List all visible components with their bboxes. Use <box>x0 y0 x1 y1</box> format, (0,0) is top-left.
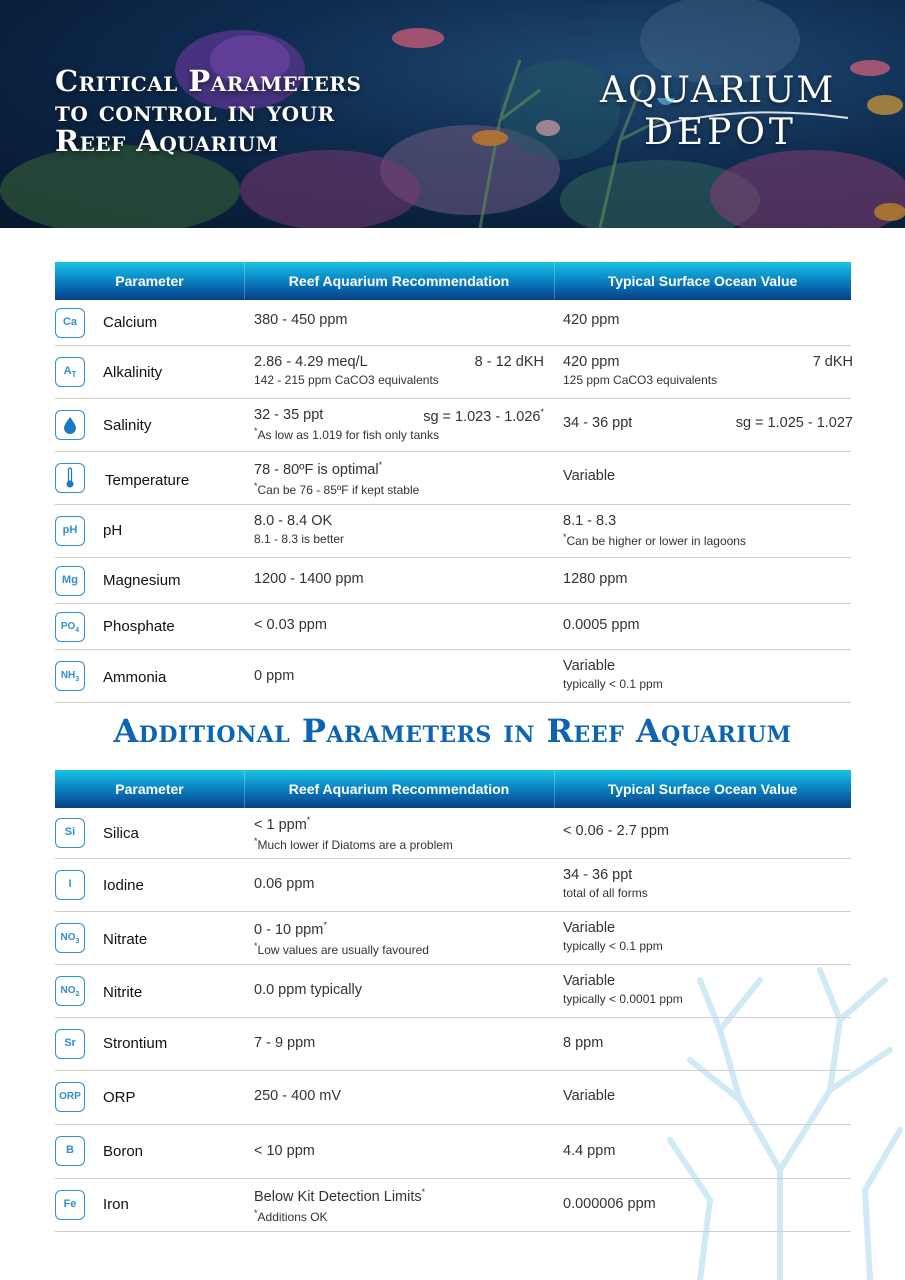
recommendation-value: Below Kit Detection Limits <box>254 1188 422 1205</box>
table-row <box>55 650 851 703</box>
recommendation-sg: sg = 1.023 - 1.026* <box>423 407 544 425</box>
recommendation-note: *As low as 1.019 for fish only tanks <box>254 426 439 442</box>
ocean-value: 8.1 - 8.3 <box>563 513 617 529</box>
ocean-note: total of all forms <box>563 886 648 900</box>
ocean-value: Variable <box>563 1088 616 1104</box>
iodine-icon: I <box>55 870 85 900</box>
recommendation-note-text: Low values are usually favoured <box>257 942 429 957</box>
ocean-value: 8 ppm <box>563 1035 604 1051</box>
recommendation-value: 0 - 10 ppm <box>254 921 324 938</box>
additional-parameters-table <box>55 770 851 1232</box>
header-ocean: Typical Surface Ocean Value <box>607 273 798 289</box>
ocean-note: typically < 0.1 ppm <box>563 939 663 953</box>
parameter-name: Ammonia <box>103 669 167 686</box>
table-row <box>55 1179 851 1232</box>
orp-icon: ORP <box>55 1082 85 1112</box>
recommendation-value: 32 - 35 ppt <box>254 407 324 423</box>
parameter-name: Temperature <box>105 472 190 489</box>
parameter-name: Iodine <box>103 877 144 894</box>
recommendation-value: < 1 ppm <box>254 816 307 833</box>
recommendation-value: 250 - 400 mV <box>254 1088 342 1104</box>
parameter-name: Calcium <box>103 314 158 331</box>
recommendation-value: 2.86 - 4.29 meq/L <box>254 354 368 370</box>
header-ocean: Typical Surface Ocean Value <box>607 781 798 797</box>
ocean-cell <box>563 513 853 548</box>
recommendation-value: 380 - 450 ppm <box>254 312 348 328</box>
nitrate-icon: $NO_3$ <box>55 923 85 953</box>
table-row <box>55 1018 851 1071</box>
thermometer-icon <box>55 463 85 493</box>
ocean-value: 0.0005 ppm <box>563 617 640 633</box>
recommendation-note: *Additions OK <box>254 1207 328 1224</box>
brand-logo-line-2: DEPOT <box>644 112 797 153</box>
ocean-value: Variable <box>563 920 616 936</box>
brand-logo <box>600 70 855 160</box>
calcium-icon: Ca <box>55 308 85 338</box>
ocean-note: 125 ppm CaCO3 equivalents <box>563 373 718 387</box>
recommendation-note-text: Much lower if Diatoms are a problem <box>257 837 453 852</box>
strontium-icon: Sr <box>55 1029 85 1059</box>
critical-parameters-table <box>55 262 851 703</box>
recommendation-note: 142 - 215 ppm CaCO3 equivalents <box>254 373 439 387</box>
recommendation-value: < 10 ppm <box>254 1143 315 1159</box>
magnesium-icon: Mg <box>55 566 85 596</box>
table-row <box>55 505 851 558</box>
parameter-name: Alkalinity <box>103 364 163 381</box>
nitrite-icon: $NO_2$ <box>55 976 85 1006</box>
ocean-note: typically < 0.1 ppm <box>563 677 663 691</box>
header-parameter: Parameter <box>55 770 245 808</box>
ocean-value: 420 ppm <box>563 312 620 328</box>
table-row <box>55 1125 851 1179</box>
recommendation-value: 1200 - 1400 ppm <box>254 571 364 587</box>
banner-title-line-1: Critical Parameters <box>55 64 362 98</box>
banner-title-line-2: to control in your <box>55 94 335 128</box>
recommendation-cell: Below Kit Detection Limits* *Additions OK <box>254 1187 544 1224</box>
parameter-name: Magnesium <box>103 572 181 589</box>
table-row <box>55 1071 851 1125</box>
ocean-cell <box>563 658 853 691</box>
ocean-value: Variable <box>563 973 616 989</box>
ocean-value: 34 - 36 ppt <box>563 415 633 431</box>
recommendation-cell: < 1 ppm* *Much lower if Diatoms are a problem <box>254 815 544 852</box>
recommendation-note-text: Additions OK <box>257 1209 328 1224</box>
header-banner <box>0 0 905 228</box>
ocean-dkh: 7 dKH <box>812 354 853 370</box>
ocean-note: *Can be higher or lower in lagoons <box>563 532 746 548</box>
table-row <box>55 965 851 1018</box>
recommendation-cell <box>254 354 544 387</box>
recommendation-note: *Much lower if Diatoms are a problem <box>254 835 453 852</box>
parameter-name: Silica <box>103 825 139 842</box>
recommendation-value: < 0.03 ppm <box>254 617 327 633</box>
parameter-name: Salinity <box>103 417 152 434</box>
ammonia-icon: $NH_3$ <box>55 661 85 691</box>
parameter-name: ORP <box>103 1089 136 1106</box>
header-recommendation: Reef Aquarium Recommendation <box>244 262 555 300</box>
parameter-name: Boron <box>103 1143 144 1160</box>
phosphate-icon: $PO_4$ <box>55 612 85 642</box>
ph-icon: pH <box>55 516 85 546</box>
water-drop-icon <box>55 410 85 440</box>
ocean-value: 34 - 36 ppt <box>563 867 633 883</box>
iron-icon: Fe <box>55 1190 85 1220</box>
table-header <box>55 262 851 300</box>
parameter-name: Nitrate <box>103 931 148 948</box>
alkalinity-icon: $A_T$ <box>55 357 85 387</box>
parameter-name: Nitrite <box>103 984 143 1001</box>
ocean-cell <box>563 354 853 387</box>
recommendation-note-text: As low as 1.019 for fish only tanks <box>257 428 439 442</box>
table-row <box>55 808 851 859</box>
recommendation-cell <box>254 407 544 442</box>
recommendation-value: 0 ppm <box>254 668 295 684</box>
parameter-name: pH <box>103 522 123 539</box>
table-row <box>55 558 851 604</box>
ocean-value: 4.4 ppm <box>563 1143 616 1159</box>
ocean-cell <box>563 867 853 900</box>
recommendation-cell: 78 - 80ºF is optimal* *Can be 76 - 85ºF if kept stable <box>254 460 544 497</box>
ocean-value: Variable <box>563 468 616 484</box>
recommendation-sg-text: sg = 1.023 - 1.026 <box>423 408 541 425</box>
parameter-name: Phosphate <box>103 618 175 635</box>
ocean-cell <box>563 973 853 1006</box>
ocean-sg: sg = 1.025 - 1.027 <box>735 415 853 431</box>
header-parameter: Parameter <box>55 262 245 300</box>
table-row <box>55 604 851 650</box>
recommendation-value: 8.0 - 8.4 OK <box>254 513 333 529</box>
brand-logo-line-1: AQUARIUM <box>600 70 836 111</box>
ocean-note-text: Can be higher or lower in lagoons <box>566 534 746 548</box>
recommendation-value: 7 - 9 ppm <box>254 1035 316 1051</box>
recommendation-cell <box>254 513 544 546</box>
table-header <box>55 770 851 808</box>
recommendation-value: 0.06 ppm <box>254 876 315 892</box>
ocean-value: 1280 ppm <box>563 571 628 587</box>
section-title: Additional Parameters in Reef Aquarium <box>113 712 792 750</box>
header-recommendation: Reef Aquarium Recommendation <box>244 770 555 808</box>
table-row <box>55 452 851 505</box>
table-row <box>55 300 851 346</box>
ocean-value: 0.000006 ppm <box>563 1196 656 1212</box>
boron-icon: B <box>55 1136 85 1166</box>
recommendation-note: *Low values are usually favoured <box>254 940 429 957</box>
table-row <box>55 912 851 965</box>
table-row <box>55 859 851 912</box>
ocean-value: Variable <box>563 658 616 674</box>
parameter-name: Strontium <box>103 1035 168 1052</box>
table-row <box>55 399 851 452</box>
recommendation-value: 0.0 ppm typically <box>254 982 362 998</box>
recommendation-dkh: 8 - 12 dKH <box>474 354 544 370</box>
table-row <box>55 346 851 399</box>
banner-title-line-3: Reef Aquarium <box>55 124 279 158</box>
ocean-value: < 0.06 - 2.7 ppm <box>563 823 669 839</box>
ocean-cell <box>563 415 853 431</box>
recommendation-value: 78 - 80ºF is optimal <box>254 461 379 478</box>
silica-icon: Si <box>55 818 85 848</box>
ocean-value: 420 ppm <box>563 354 620 370</box>
banner-title <box>55 66 361 156</box>
parameter-name: Iron <box>103 1196 129 1213</box>
recommendation-note: *Can be 76 - 85ºF if kept stable <box>254 480 420 497</box>
recommendation-cell: 0 - 10 ppm* *Low values are usually favoured <box>254 920 544 957</box>
ocean-cell <box>563 920 853 953</box>
recommendation-note-text: Can be 76 - 85ºF if kept stable <box>257 482 420 497</box>
ocean-note: typically < 0.0001 ppm <box>563 992 683 1006</box>
recommendation-note: 8.1 - 8.3 is better <box>254 532 345 546</box>
